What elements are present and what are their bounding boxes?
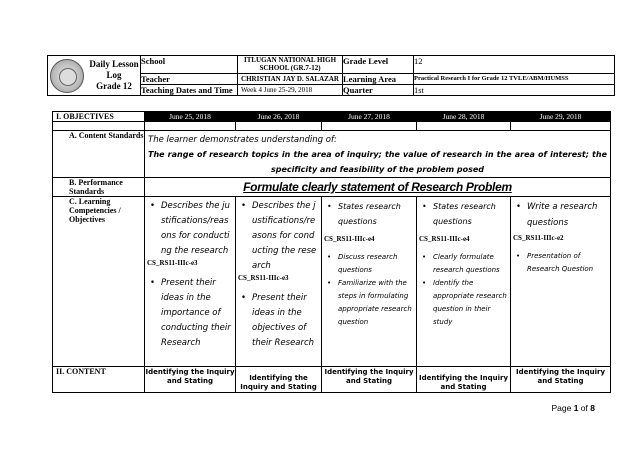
performance-standards-label: B. Performance Standards: [53, 178, 145, 197]
content-heading: II. CONTENT: [53, 367, 145, 393]
teacher-value: CHRISTIAN JAY D. SALAZAR: [238, 74, 343, 85]
day-2-bullet-2: • Present their ideas in the objectives of their Research: [238, 291, 319, 351]
dates-value: Week 4 June 25-29, 2018: [238, 85, 343, 96]
school-value: ITLUGAN NATIONAL HIGH SCHOOL (GR.7-12): [238, 56, 343, 74]
date-header: June 28, 2018: [417, 112, 511, 122]
dates-label: Teaching Dates and Time: [141, 85, 238, 96]
learning-area-label: Learning Area: [343, 74, 414, 85]
content-standards-intro: The learner demonstrates understanding of:: [148, 135, 337, 145]
grade-level-label: Grade Level: [343, 56, 414, 74]
day-1-objectives: [145, 197, 236, 367]
competencies-label: C. Learning Competencies / Objectives: [53, 197, 145, 367]
page-number: Page 1 of 8: [551, 403, 595, 413]
day-5-objectives: [511, 197, 611, 367]
header-table: [47, 55, 615, 96]
content-standards-text: The range of research topics in the area of inquiry; the value of research in the area of interest; the specificity and feasibility of the problem posed: [148, 150, 607, 174]
content-topic: Identifying the Inquiry and Stating: [145, 367, 236, 393]
date-header: June 29, 2018: [511, 112, 611, 122]
content-topic: Identifying the Inquiry and Stating: [236, 367, 322, 393]
day-4-competency-code: CS_RS11-IIIc-e4: [419, 235, 470, 243]
day-4-bullet-1: • States research questions: [419, 199, 508, 229]
day-5-bullet-2: • Presentation of Research Question: [513, 250, 608, 276]
learning-area-value: Practical Research I for Grade 12 TVLE/ABM/HUMSS: [414, 74, 615, 85]
content-topic: Identifying the Inquiry and Stating: [322, 367, 417, 393]
day-2-competency-code: CS_RS11-IIIc-e3: [238, 274, 289, 282]
content-standards-label: A. Content Standards: [53, 131, 145, 178]
date-header: June 27, 2018: [322, 112, 417, 122]
quarter-value: 1st: [414, 85, 615, 96]
day-2-bullet-1: • Describes the justifications/reasons for conducting the research: [238, 199, 319, 274]
day-4-bullet-3: • Identify the appropriate research question in their study: [419, 277, 508, 329]
teacher-label: Teacher: [141, 74, 238, 85]
day-1-competency-code: CS_RS11-IIIc-e3: [147, 259, 198, 267]
day-3-bullet-1: • States research questions: [324, 199, 414, 229]
quarter-label: Quarter: [343, 85, 414, 96]
day-5-bullet-1: • Write a research questions: [513, 199, 608, 231]
day-3-bullet-2: • Discuss research questions: [324, 251, 414, 277]
date-header: June 25, 2018: [145, 112, 236, 122]
objectives-heading: I. OBJECTIVES: [53, 112, 145, 122]
content-topic: Identifying the Inquiry and Stating: [511, 367, 611, 393]
day-2-objectives: [236, 197, 322, 367]
school-label: School: [141, 56, 238, 74]
day-3-objectives: [322, 197, 417, 367]
day-3-competency-code: CS_RS11-IIIc-e4: [324, 235, 375, 243]
date-header: June 26, 2018: [236, 112, 322, 122]
daily-lesson-log-title: Daily Lesson Log Grade 12: [88, 56, 141, 96]
content-topic: Identifying the Inquiry and Stating: [417, 367, 511, 393]
day-4-objectives: [417, 197, 511, 367]
day-1-bullet-1: • Describes the justifications/reasons for conducting the research: [147, 199, 233, 259]
day-5-competency-code: CS_RS11-IIIc-e2: [513, 234, 564, 242]
day-3-bullet-3: • Familiarize with the steps in formulating appropriate research question: [324, 277, 414, 329]
objectives-table: [52, 111, 611, 393]
day-4-bullet-2: • Clearly formulate research questions: [419, 251, 508, 277]
performance-standards-value: Formulate clearly statement of Research Problem: [243, 180, 512, 194]
grade-level-value: 12: [414, 56, 615, 74]
day-1-bullet-2: • Present their ideas in the importance of conducting their Research: [147, 276, 233, 351]
